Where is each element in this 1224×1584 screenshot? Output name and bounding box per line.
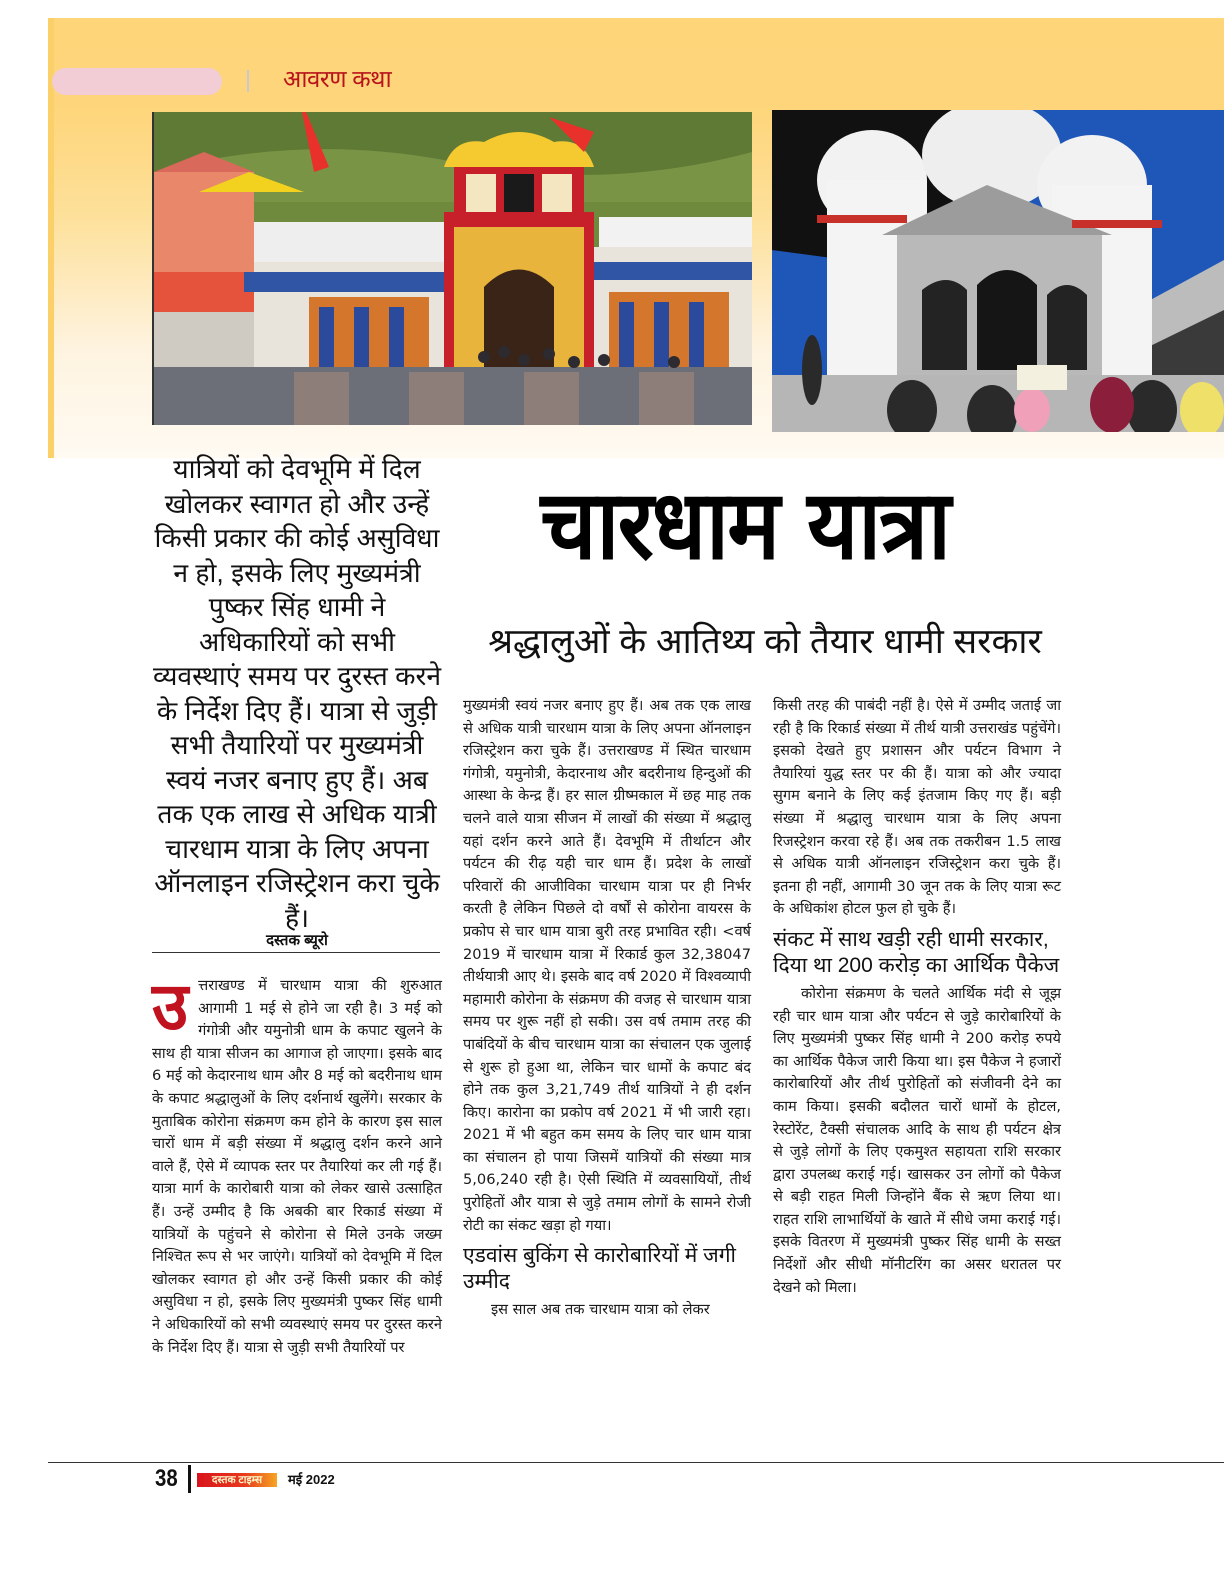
gangotri-illustration — [772, 110, 1224, 432]
article-paragraph: किसी तरह की पाबंदी नहीं है। ऐसे में उम्मीद जताई जा रही है कि रिकार्ड संख्या में तीर्थ यात्री उत्तराखंड पहुंचेंगे। इसको देखते हुए प्रशासन और पर्यटन विभाग ने तैयारियां युद्ध स्तर पर की हैं। यात्रा को और ज्यादा सुगम बनाने के लिए कई इंतजाम किए गए हैं। बड़ी संख्या में श्रद्धालु चारधाम यात्रा के लिए अपना रिजस्ट्रेशन करवा रहे हैं। अब तक तकरीबन 1.5 लाख से अधिक यात्री ऑनलाइन रजिस्ट्रेशन करा चुके हैं। इतना ही नहीं, आगामी 30 जून तक के लिए यात्रा रूट के अधिकांश होटल फुल हो चुके हैं। — [773, 697, 1061, 918]
article-column-1 — [152, 968, 442, 1359]
badrinath-illustration — [154, 112, 752, 425]
byline: दस्तक ब्यूरो — [266, 932, 328, 949]
article-paragraph: इस साल अब तक चारधाम यात्रा को लेकर — [491, 1301, 710, 1319]
article-paragraph: कोरोना संक्रमण के चलते आर्थिक मंदी से जूझ रही चार धाम यात्रा और पर्यटन से जुड़े कारोबारियों के लिए मुख्यमंत्री पुष्कर सिंह धामी ने 200 करोड़ रुपये का आर्थिक पैकेज जारी किया था। इस पैकेज ने हजारों कारोबारियों और तीर्थ पुरोहितों को संजीवनी देने का काम किया। इसकी बदौलत चारों धामों के होटल, रेस्टोरेंट, टैक्सी संचालक आदि के साथ ही पर्यटन क्षेत्र से जुड़े लोगों के लिए एकमुश्त सहायता राशि सरकार द्वारा उपलब्ध कराई गई। खासकर उन लोगों को पैकेज से बड़ी राहत मिली जिन्होंने बैंक से ऋण लिया था। राहत राशि लाभार्थियों के खाते में सीधे जमा कराई गई। इसके वितरण में मुख्यमंत्री पुष्कर सिंह धामी के सख्त निर्देशों और सीधी मॉनीटरिंग का असर धरातल पर देखने को मिला। — [773, 984, 1061, 1296]
byline-rule — [152, 952, 440, 953]
article-paragraph: मुख्यमंत्री स्वयं नजर बनाए हुए हैं। अब तक एक लाख से अधिक यात्री चारधाम यात्रा के लिए अपना ऑनलाइन रजिस्ट्रेशन करा चुके हैं। उत्तराखण्ड में स्थित चारधाम गंगोत्री, यमुनोत्री, केदारनाथ और बदरीनाथ हिन्दुओं की आस्था के केन्द्र हैं। हर साल ग्रीष्मकाल में छह माह तक चलने वाले यात्रा सीजन में लाखों की संख्या में श्रद्धालु यहां दर्शन करने आते हैं। देवभूमि में तीर्थाटन और पर्यटन की रीढ़ यही चार धाम हैं। प्रदेश के लाखों परिवारों की आजीविका चारधाम यात्रा पर ही निर्भर करती है लेकिन पिछले दो वर्षों से कोरोना वायरस के प्रकोप से चार धाम यात्रा बुरी तरह प्रभावित रही। <वर्ष 2019 में चारधाम यात्रा में रिकार्ड कुल 32,38047 तीर्थयात्री आए थे। इसके बाद वर्ष 2020 में विश्वव्यापी महामारी कोरोना के संक्रमण की वजह से चारधाम यात्रा समय पर शुरू नहीं हो सकी। उस वर्ष तमाम तरह की पाबंदियों के बीच चारधाम यात्रा का संचालन एक जुलाई से शुरू हो हुआ था, लेकिन चार धामों के कपाट बंद होने तक कुल 3,21,749 तीर्थ यात्रियों ने ही दर्शन किए। कारोना का प्रकोप वर्ष 2021 में भी जारी रहा। 2021 में भी बहुत कम समय के लिए चार धाम यात्रा का संचालन हो पाया जिसमें यात्रियों की संख्या मात्र 5,06,240 रही है। ऐसी स्थिति में व्यवसायियों, तीर्थ पुरोहितों और यात्रा से जुड़े तमाम लोगों के सामने रोजी रोटी का संकट खड़ा हो गया। — [463, 697, 751, 1234]
article-paragraph: त्तराखण्ड में चारधाम यात्रा की शुरुआत आगामी 1 मई से होने जा रही है। 3 मई को गंगोत्री और यमुनोत्री धाम के कपाट खुलने के साथ ही यात्रा सीजन का आगाज हो जाएगा। इसके बाद 6 मई को केदारनाथ धाम और 8 मई को बदरीनाथ धाम के कपाट श्रद्धालुओं के लिए दर्शनार्थ खुलेंगे। सरकार के मुताबिक कोरोना संक्रमण कम होने के कारण इस साल चारों धाम में बड़ी संख्या में श्रद्धालु दर्शन करने आने वाले हैं, ऐसे में व्यापक स्तर पर तैयारियां कर ली गई हैं। यात्रा मार्ग के कारोबारी यात्रा को लेकर खासे उत्साहित हैं। उन्हें उम्मीद है कि अबकी बार रिकार्ड संख्या में यात्रियों के पहुंचने से कोरोना से मिले उनके जख्म निश्चित रूप से भर जाएंगे। यात्रियों को देवभूमि में दिल खोलकर स्वागत हो और उन्हें किसी प्रकार की कोई असुविधा न हो, इसके लिए मुख्यमंत्री पुष्कर सिंह धामी ने अधिकारियों को सभी व्यवस्थाएं समय पर दुरस्त करने के निर्देश दिए हैं। यात्रा से जुड़ी सभी तैयारियों पर — [152, 977, 442, 1356]
pull-quote: यात्रियों को देवभूमि में दिल खोलकर स्वागत हो और उन्हें किसी प्रकार की कोई असुविधा न हो, इसके लिए मुख्यमंत्री पुष्कर सिंह धामी ने अधिकारियों को सभी व्यवस्थाएं समय पर दुरस्त करने के निर्देश दिए हैं। यात्रा से जुड़ी सभी तैयारियों पर मुख्यमंत्री स्वयं नजर बनाए हुए हैं। अब तक एक लाख से अधिक यात्री चारधाम यात्रा के लिए अपना ऑनलाइन रजिस्ट्रेशन करा चुके हैं। — [152, 454, 442, 933]
section-divider — [247, 70, 249, 92]
footer-divider — [188, 1465, 191, 1493]
gangotri-temple-photo — [772, 110, 1224, 432]
publication-logo: दस्तक टाइम्स — [197, 1473, 277, 1487]
badrinath-temple-photo — [152, 112, 752, 425]
issue-date: मई 2022 — [288, 1472, 335, 1487]
section-label: आवरण कथा — [283, 66, 392, 93]
footer-rule — [48, 1462, 1224, 1463]
article-column-2 — [463, 695, 751, 1322]
subhead-advance-booking: एडवांस बुकिंग से कारोबारियों में जगी उम्मीद — [463, 1244, 736, 1294]
section-pill — [52, 68, 222, 95]
article-column-3 — [773, 695, 1061, 1299]
headline: चारधाम यात्रा — [540, 469, 950, 581]
page-number: 38 — [155, 1465, 178, 1492]
subheadline: श्रद्धालुओं के आतिथ्य को तैयार धामी सरकार — [488, 622, 1042, 661]
dropcap: उ — [152, 968, 189, 1045]
subhead-economic-package: संकट में साथ खड़ी रही धामी सरकार, दिया था 200 करोड़ का आर्थिक पैकेज — [773, 927, 1060, 977]
